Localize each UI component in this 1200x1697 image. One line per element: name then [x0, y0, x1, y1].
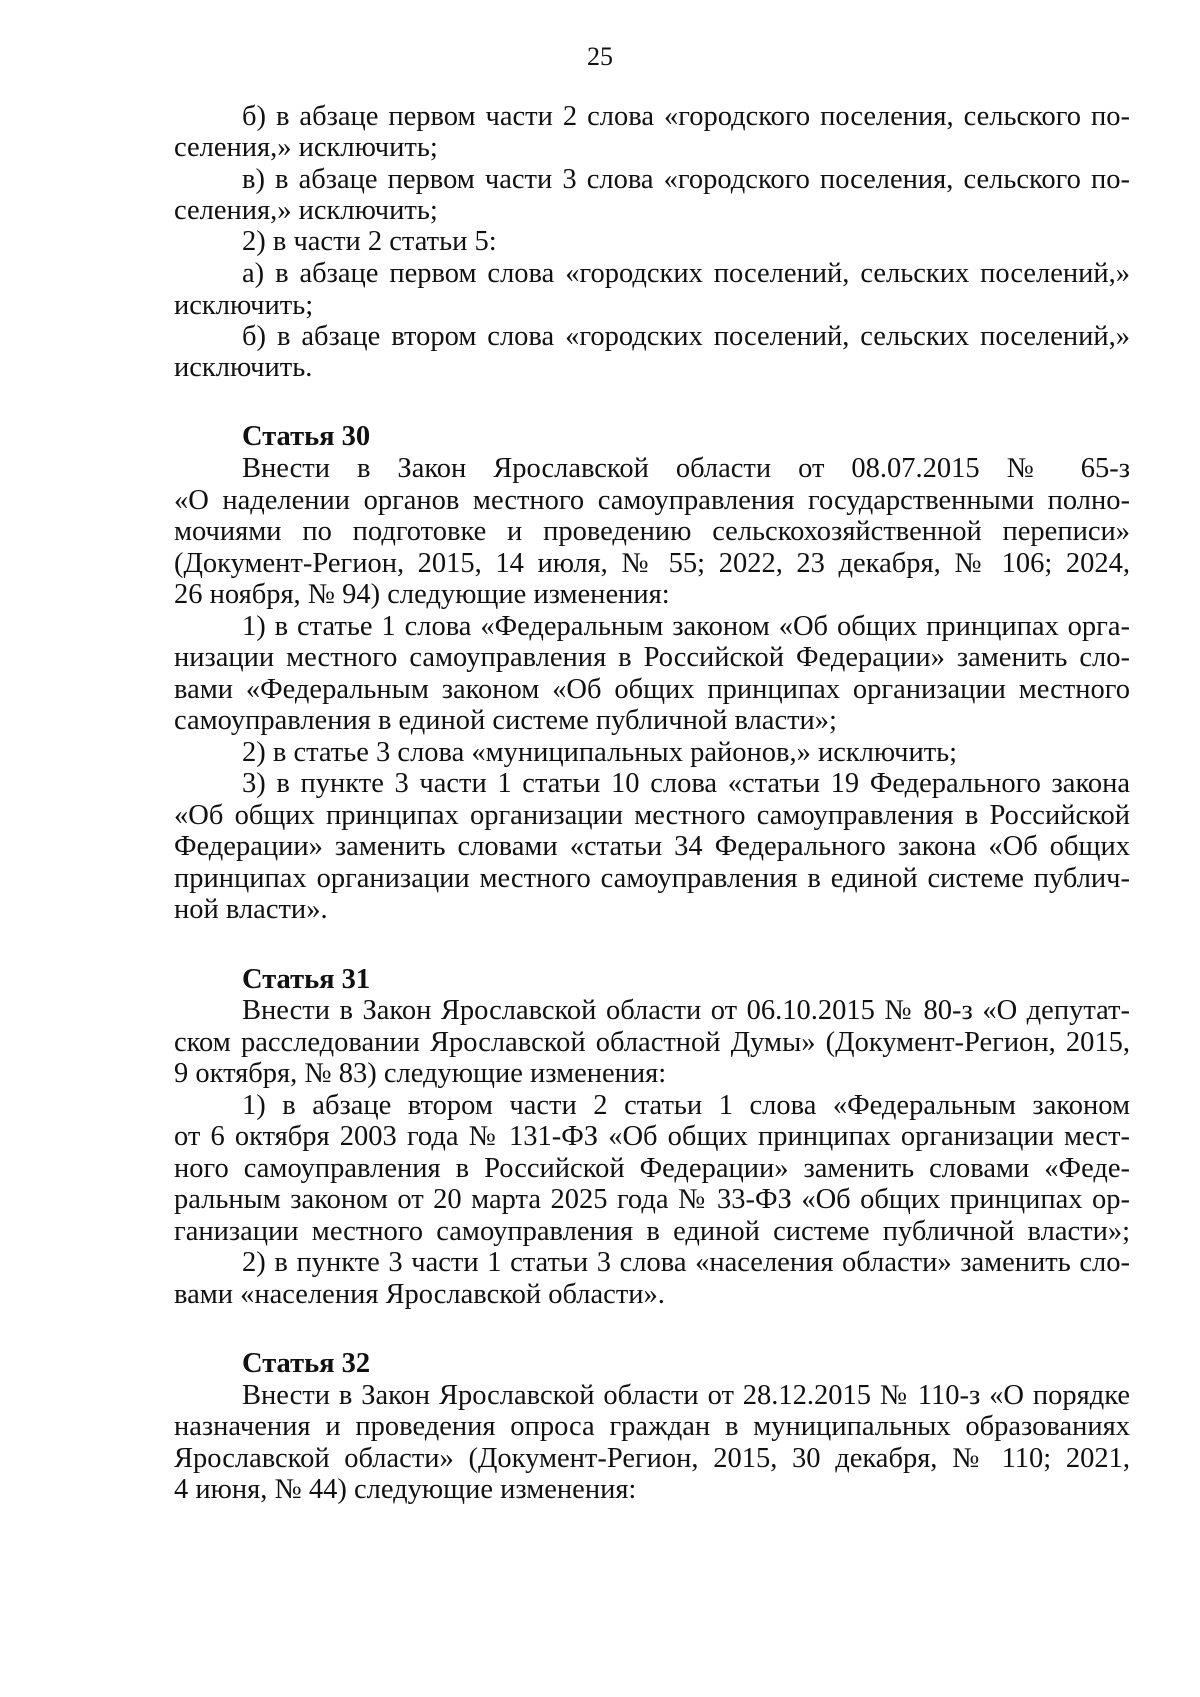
text-line: от 6 октября 2003 года № 131-ФЗ «Об общих принципах организации мест- [174, 1121, 1130, 1152]
article-heading: Статья 30 [242, 421, 371, 452]
text-line: б) в абзаце первом части 2 слова «городского поселения, сельского по- [242, 101, 1130, 132]
text-line: в) в абзаце первом части 3 слова «городского поселения, сельского по- [242, 164, 1130, 195]
text-line: исключить. [174, 352, 313, 383]
text-line: 3) в пункте 3 части 1 статьи 10 слова «статьи 19 Федерального закона [242, 768, 1130, 799]
text-line: селения,» исключить; [174, 132, 438, 163]
text-line: 2) в части 2 статьи 5: [242, 226, 497, 257]
text-line: самоуправления в единой системе публичной власти»; [174, 705, 837, 736]
text-line: ной власти». [174, 894, 328, 925]
text-line: 2) в статье 3 слова «муниципальных районов,» исключить; [242, 737, 958, 768]
text-line: 4 июня, № 44) следующие изменения: [174, 1474, 637, 1505]
text-line: исключить; [174, 290, 314, 321]
text-line: ральным законом от 20 марта 2025 года № 33-ФЗ «Об общих принципах ор- [174, 1184, 1130, 1215]
text-line: ском расследовании Ярославской областной Думы» (Документ-Регион, 2015, [174, 1027, 1130, 1058]
text-line: назначения и проведения опроса граждан в муниципальных образованиях [174, 1411, 1130, 1442]
text-line: Внести в Закон Ярославской области от 06.10.2015 № 80-з «О депутат- [242, 995, 1130, 1026]
article-heading: Статья 31 [242, 964, 371, 995]
text-line: Ярославской области» (Документ-Регион, 2015, 30 декабря, № 110; 2021, [174, 1443, 1130, 1474]
page-number: 25 [587, 42, 613, 71]
text-line: Внести в Закон Ярославской области от 28.12.2015 № 110-з «О порядке [242, 1380, 1130, 1411]
text-line: мочиями по подготовке и проведению сельскохозяйственной переписи» [174, 516, 1130, 547]
text-line: Федерации» заменить словами «статьи 34 Федерального закона «Об общих [174, 831, 1130, 862]
text-line: вами «населения Ярославской области». [174, 1279, 665, 1310]
text-line: ганизации местного самоуправления в единой системе публичной власти»; [174, 1216, 1130, 1247]
text-line: 1) в статье 1 слова «Федеральным законом «Об общих принципах орга- [242, 611, 1130, 642]
text-line: б) в абзаце втором слова «городских поселений, сельских поселений,» [242, 321, 1130, 352]
text-line: (Документ-Регион, 2015, 14 июля, № 55; 2022, 23 декабря, № 106; 2024, [174, 548, 1130, 579]
text-line: ного самоуправления в Российской Федерации» заменить словами «Феде- [174, 1153, 1130, 1184]
text-line: «Об общих принципах организации местного самоуправления в Российской [174, 800, 1130, 831]
text-line: низации местного самоуправления в Российской Федерации» заменить сло- [174, 642, 1130, 673]
text-line: Внести в Закон Ярославской области от 08.07.2015 № 65-з [242, 453, 1130, 484]
text-line: 26 ноября, № 94) следующие изменения: [174, 579, 670, 610]
text-line: «О наделении органов местного самоуправления государственными полно- [174, 485, 1130, 516]
text-line: 1) в абзаце втором части 2 статьи 1 слова «Федеральным законом [242, 1090, 1130, 1121]
text-line: 2) в пункте 3 части 1 статьи 3 слова «населения области» заменить сло- [242, 1247, 1130, 1278]
text-line: 9 октября, № 83) следующие изменения: [174, 1058, 667, 1089]
text-line: вами «Федеральным законом «Об общих принципах организации местного [174, 674, 1130, 705]
article-heading: Статья 32 [242, 1348, 371, 1379]
text-line: принципах организации местного самоуправления в единой системе публич- [174, 863, 1130, 894]
text-line: а) в абзаце первом слова «городских поселений, сельских поселений,» [242, 258, 1130, 289]
text-line: селения,» исключить; [174, 195, 438, 226]
